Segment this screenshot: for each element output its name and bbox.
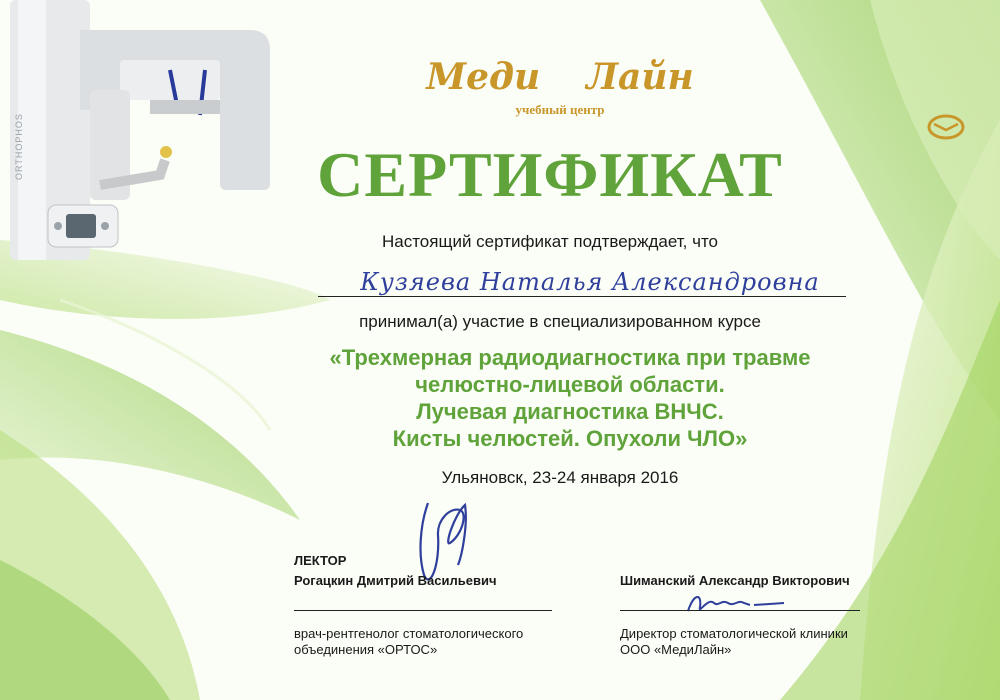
logo-subtitle: учебный центр	[515, 102, 605, 117]
director-signature-line	[620, 610, 860, 611]
lector-position-line: врач-рентгенолог стоматологического	[294, 626, 524, 641]
confirm-text: Настоящий сертификат подтверждает, что	[381, 232, 719, 251]
logo-text-part: Лайн	[586, 56, 694, 98]
dental-xray-machine-image	[10, 0, 270, 260]
lector-name: Рогацкин Дмитрий Васильевич	[294, 573, 497, 588]
lector-position	[294, 626, 564, 658]
course-title	[260, 344, 880, 452]
director-signature	[680, 585, 790, 621]
director-name: Шиманский Александр Викторович	[620, 573, 850, 588]
lector-position-line: объединения «ОРТОС»	[294, 642, 438, 657]
director-position-line: Директор стоматологической клиники	[620, 626, 848, 641]
recipient-name: Кузяева Наталья Александровна	[360, 268, 820, 296]
logo-text	[380, 56, 740, 98]
logo-emblem-icon	[926, 114, 966, 140]
device-brand-label: ORTHOPHOS	[14, 113, 24, 180]
medilain-logo	[380, 52, 740, 122]
director-position-line: ООО «МедиЛайн»	[620, 642, 732, 657]
city-date: Ульяновск, 23-24 января 2016	[441, 468, 679, 487]
director-position	[620, 626, 880, 658]
lector-signature-line	[294, 610, 552, 611]
course-line: Кисты челюстей. Опухоли ЧЛО»	[392, 426, 748, 451]
course-line: челюстно-лицевой области.	[415, 372, 725, 397]
participated-text: принимал(а) участие в специализированном курсе	[359, 312, 761, 331]
logo-text-part: Меди	[426, 56, 541, 98]
course-line: Лучевая диагностика ВНЧС.	[416, 399, 724, 424]
lector-label: ЛЕКТОР	[294, 553, 347, 568]
name-underline	[318, 296, 846, 297]
course-line: «Трехмерная радиодиагностика при травме	[329, 345, 811, 370]
certificate-title: СЕРТИФИКАТ	[317, 139, 783, 210]
